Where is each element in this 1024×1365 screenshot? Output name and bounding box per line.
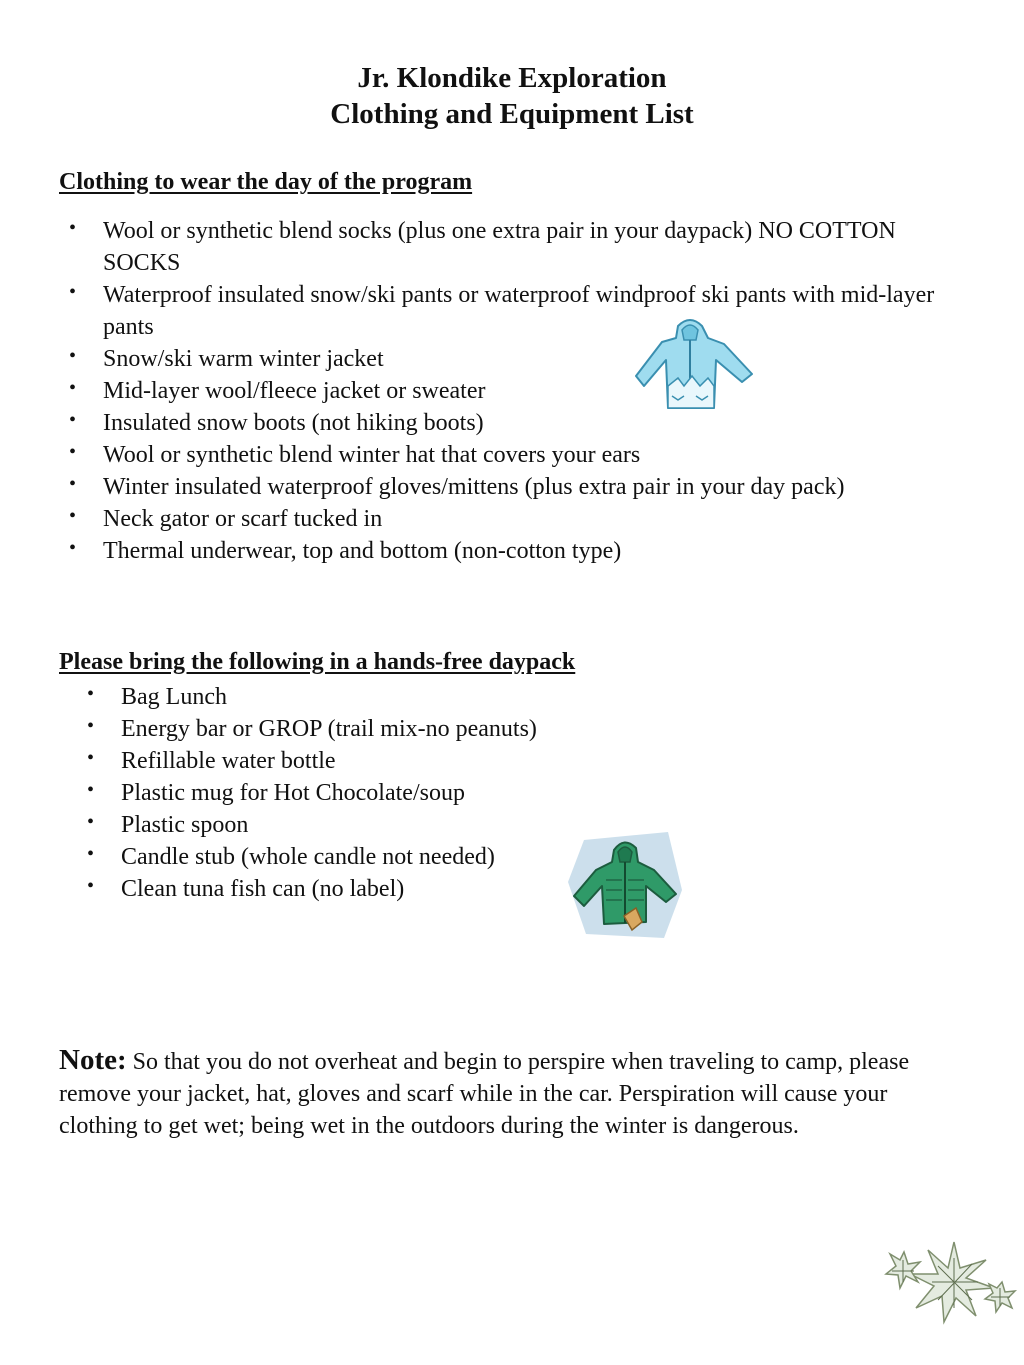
list-item: [59, 471, 939, 503]
snowflakes-icon: [884, 1238, 1020, 1326]
bullet-marker: •: [69, 537, 77, 559]
bullet-marker: •: [87, 843, 95, 865]
list-item-text: Winter insulated waterproof gloves/mittens (plus extra pair in your day pack): [103, 474, 845, 500]
list-item-text: Energy bar or GROP (trail mix-no peanuts): [121, 716, 537, 742]
note-label: Note:: [59, 1044, 127, 1076]
list-item: [77, 681, 677, 713]
list-item: [59, 343, 939, 375]
blue-jacket-icon: [632, 316, 756, 412]
list-item-text: Clean tuna fish can (no label): [121, 876, 405, 902]
bullet-marker: •: [69, 441, 77, 463]
bullet-marker: •: [87, 875, 95, 897]
clothing-heading: Clothing to wear the day of the program: [59, 169, 473, 195]
note-paragraph: [59, 1044, 959, 1142]
list-item: [77, 777, 677, 809]
list-item-text: Refillable water bottle: [121, 748, 336, 774]
bullet-marker: •: [87, 811, 95, 833]
title-line-1: Jr. Klondike Exploration: [357, 62, 667, 94]
list-item: [59, 279, 939, 343]
list-item: [59, 375, 939, 407]
bullet-marker: •: [69, 281, 77, 303]
list-item-text: Insulated snow boots (not hiking boots): [103, 410, 484, 436]
list-item: [77, 745, 677, 777]
list-item-text: Plastic mug for Hot Chocolate/soup: [121, 780, 465, 806]
list-item-text: Mid-layer wool/fleece jacket or sweater: [103, 378, 486, 404]
list-item-text: Bag Lunch: [121, 684, 227, 710]
list-item-text: Thermal underwear, top and bottom (non-cotton type): [103, 538, 622, 564]
list-item-text: Wool or synthetic blend winter hat that covers your ears: [103, 442, 641, 468]
document-title: [0, 60, 1024, 132]
bullet-marker: •: [69, 409, 77, 431]
list-item: [77, 713, 677, 745]
bullet-marker: •: [69, 473, 77, 495]
bullet-marker: •: [69, 217, 77, 239]
list-item: [59, 439, 939, 471]
note-text: So that you do not overheat and begin to perspire when traveling to camp, please remove your jacket, hat, gloves and scarf while in the car. Perspiration will cause your clothing to get wet; being wet in the outdoors during the winter is dangerous.: [59, 1049, 910, 1139]
bullet-marker: •: [87, 779, 95, 801]
list-item: [59, 535, 939, 567]
list-item-text: Candle stub (whole candle not needed): [121, 844, 495, 870]
daypack-heading: Please bring the following in a hands-free daypack: [59, 649, 576, 675]
list-item: [59, 503, 939, 535]
bullet-marker: •: [87, 715, 95, 737]
bullet-marker: •: [69, 505, 77, 527]
list-item-text: Wool or synthetic blend socks (plus one extra pair in your daypack) NO COTTON SOCKS: [103, 218, 896, 276]
list-item-text: Snow/ski warm winter jacket: [103, 346, 384, 372]
list-item-text: Plastic spoon: [121, 812, 249, 838]
bullet-marker: •: [69, 345, 77, 367]
list-item-text: Neck gator or scarf tucked in: [103, 506, 383, 532]
list-item: [59, 407, 939, 439]
title-line-2: Clothing and Equipment List: [330, 98, 694, 130]
bullet-marker: •: [87, 747, 95, 769]
clothing-list: [59, 215, 939, 567]
list-item: [59, 215, 939, 279]
bullet-marker: •: [69, 377, 77, 399]
bullet-marker: •: [87, 683, 95, 705]
list-item-text: Waterproof insulated snow/ski pants or waterproof windproof ski pants with mid-layer pants: [103, 282, 935, 340]
green-jacket-icon: [566, 830, 686, 940]
